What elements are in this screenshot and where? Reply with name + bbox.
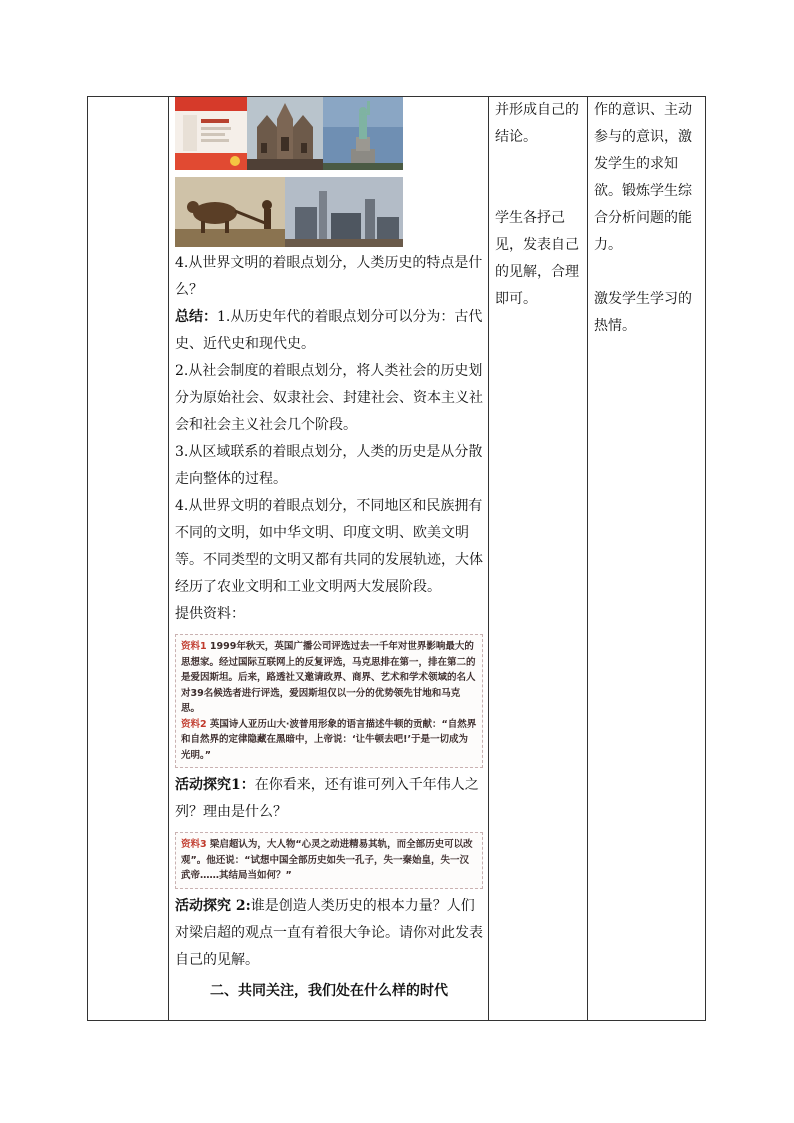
- resource-3-tag: 资料3: [181, 839, 207, 850]
- activity-2-label: 活动探究 2:: [175, 897, 251, 914]
- chinese-dream-poster-image: [175, 97, 247, 170]
- activity-2-text: 谁是创造人类历史的根本力量？人们对梁启超的观点一直有着很大争论。请你对此发表自己的见解。: [175, 897, 483, 968]
- summary-1-text: 1.从历史年代的着眼点划分可以分为：古代史、近代史和现代史。: [175, 309, 483, 352]
- activity-1-label: 活动探究1：: [175, 777, 255, 793]
- statue-of-liberty-image: [323, 97, 403, 170]
- resource-3-text: 梁启超认为，大人物“心灵之动进精易其轨，而全部历史可以改观”。他还说：“试想中国全部历史如失一孔子，失一秦始皇，失一汉武帝……其结局当如何？”: [181, 839, 473, 881]
- intent-text-1: 作的意识、主动参与的意识，激发学生的求知欲。锻炼学生综合分析问题的能力。: [594, 102, 692, 253]
- student-text-1: 并形成自己的结论。: [495, 102, 579, 145]
- provide-materials-label: 提供资料：: [175, 606, 245, 622]
- activity-1-text: 在你看来，还有谁可列入千年伟人之列？理由是什么？: [175, 777, 479, 820]
- resource-2-tag: 资料2: [181, 718, 207, 730]
- resource-1-text: 1999年秋天，英国广播公司评选过去一千年对世界影响最大的思想家。经过国际互联网上的反复评选，马克思排在第一，排在第二的是爱因斯坦。后来，路透社又邀请政界、商界、艺术和学术领域的名人对39名候选者进行评选，爱因斯坦仅以一分的优势领先甘地和马克思。: [181, 641, 476, 714]
- resource-2-text: 英国诗人亚历山大·波普用形象的语言描述牛顿的贡献：“自然界和自然界的定律隐藏在黑暗中，上帝说：‘让牛顿去吧!’于是一切成为光明。”: [181, 718, 477, 761]
- industrial-plant-image: [285, 177, 403, 247]
- cathedral-image: [247, 97, 323, 170]
- question-4: 4.从世界文明的着眼点划分，人类历史的特点是什么？: [175, 255, 483, 298]
- resource-1-tag: 资料1: [181, 641, 207, 652]
- section-heading-2: 二、共同关注，我们处在什么样的时代: [210, 982, 448, 999]
- intent-text-2: 激发学生学习的热情。: [594, 291, 692, 334]
- image-row-2: [175, 174, 483, 250]
- resource-box-1-2: [175, 634, 483, 768]
- student-text-2: 学生各抒己见，发表自己的见解，合理即可。: [495, 210, 579, 307]
- lesson-plan-table: [87, 96, 706, 1021]
- student-activity-cell: [489, 97, 587, 313]
- summary-2: 2.从社会制度的着眼点划分，将人类社会的历史划分为原始社会、奴隶社会、封建社会、资本主义社会和社会主义社会几个阶段。: [175, 363, 483, 433]
- activity-1: [175, 772, 483, 826]
- ox-plow-sculpture-image: [175, 177, 285, 247]
- resource-box-3: [175, 832, 483, 889]
- activity-2: [175, 893, 483, 974]
- summary-label: 总结：: [175, 309, 217, 325]
- design-intent-cell: [588, 97, 706, 340]
- summary-1: [175, 304, 483, 358]
- teaching-content-cell: [169, 97, 487, 1005]
- image-row-1: [175, 97, 483, 174]
- summary-3: 3.从区域联系的着眼点划分，人类的历史是从分散走向整体的过程。: [175, 444, 483, 487]
- summary-4: 4.从世界文明的着眼点划分，不同地区和民族拥有不同的文明，如中华文明、印度文明、欧美文明等。不同类型的文明又都有共同的发展轨迹，大体经历了农业文明和工业文明两大发展阶段。: [175, 498, 483, 595]
